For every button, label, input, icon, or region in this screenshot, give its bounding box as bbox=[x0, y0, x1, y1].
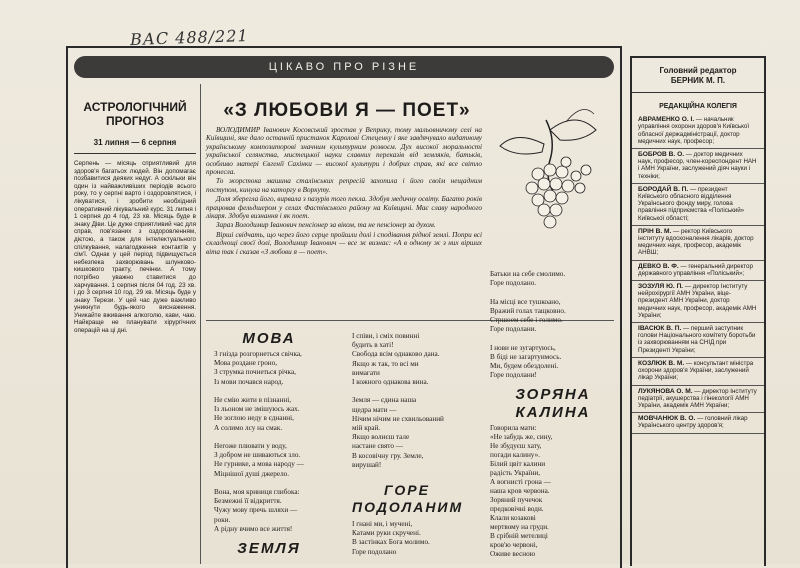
board-member-name: ПРІН В. М. bbox=[638, 227, 672, 235]
poem-line: Нічим нічим не схвильований bbox=[352, 414, 444, 423]
poem-line: «Не забудь же, сину, bbox=[490, 433, 553, 441]
column-divider bbox=[200, 84, 201, 564]
poem-title-gore: ГОРЕ ПОДОЛАНИМ bbox=[352, 482, 464, 515]
poem-line: мертвому на груди. bbox=[490, 523, 549, 531]
poem-line: Катами руки скручені. bbox=[352, 529, 421, 538]
poem-line: радість України, bbox=[490, 469, 541, 477]
board-member-role: — директор Інституту нейрохірургії АМН України, віце-президент АМН України, доктор медичних наук, професор, академік АМН України; bbox=[638, 283, 757, 319]
poem-line: вимагати bbox=[352, 368, 380, 377]
board-member-role: — президент Київського обласного відділення Українського фонду миру, голова правління підприємства «Поліський» Київської області; bbox=[638, 185, 745, 222]
poem-line: погади калину». bbox=[490, 451, 540, 459]
poem-line: будить в хаті! bbox=[352, 341, 394, 350]
poem-line: Батьки на себе смолимо. bbox=[490, 270, 566, 278]
poem-line: Мова роздане гроно, bbox=[214, 359, 278, 368]
poem-line bbox=[214, 433, 344, 442]
board-member-name: МОВЧАНЮК В. О. bbox=[638, 415, 696, 423]
poem-line: Горе подолани. bbox=[490, 325, 537, 334]
article-headline: «З ЛЮБОВИ Я — ПОЕТ» bbox=[223, 100, 471, 121]
poem-line: Не зоглою неду в єднанні, bbox=[214, 414, 294, 423]
poem-line: Горе подолано bbox=[352, 547, 397, 556]
poem-line: Не смію жити в пізнанні, bbox=[214, 396, 292, 405]
board-member-role: — консультант міністра охорони здоров'я України, заслужений лікар України; bbox=[638, 359, 754, 382]
poem-line: Безмежні її відкриття. bbox=[214, 497, 282, 506]
poem-line: Вражий голах тащковно. bbox=[490, 306, 566, 315]
editor-title bbox=[632, 66, 764, 86]
poem-line: Білий цвіт калини bbox=[490, 460, 546, 468]
board-member bbox=[632, 149, 764, 184]
board-title: РЕДАКЦІЙНА КОЛЕГІЯ bbox=[632, 92, 764, 110]
board-member-name: БОБРОВ В. О. bbox=[638, 151, 685, 159]
board-member-name: КОЗЛЮК В. М. bbox=[638, 359, 685, 367]
poem-line: А солимо лсу на смак. bbox=[214, 423, 283, 432]
lead-paragraph: ВОЛОДИМИР Іванович Косовський зростав у Веприку, тому мальовничому селі на Київщині, яке дало останній пристанок Каролові Стеценку і яке завдячувало видатному українському композиторові значним культурним розвоєм. Дух високої моральності української селянства, мистецької науки славних переказів від земляків, батьків, особливо матері Євгенії Сахінки — високої культури і добрих справ, які все світло пронесла. bbox=[206, 126, 482, 177]
lead-paragraph: То жорстока машина сталінських репресій захопила і його своїм нещадним поступом, кинула на каторгу в Воркуту. bbox=[206, 177, 482, 194]
board-member-role: — перший заступник голови Національного комітету боротьби із захворюванням на СНІД при Президенті України; bbox=[638, 325, 756, 354]
poem-line: Не гурнике, а мова народу — bbox=[214, 460, 304, 469]
poem-gore bbox=[352, 520, 482, 557]
board-member bbox=[632, 281, 764, 323]
editorial-board-column bbox=[630, 56, 766, 566]
article-lead bbox=[206, 126, 482, 257]
poem-line: Ми, будем обездолені. bbox=[490, 362, 559, 371]
poem-line: Негоже плювати у воду, bbox=[214, 442, 287, 451]
poem-line: І кожного однакова вина. bbox=[352, 378, 429, 387]
poem-line: Говорила мати: bbox=[490, 424, 537, 432]
poem-line: щедра мати — bbox=[352, 405, 397, 414]
board-member-role: — генеральний директор державного управління «Поліський»; bbox=[638, 262, 753, 277]
astrology-title: АСТРОЛОГІЧНИЙ ПРОГНОЗ bbox=[83, 100, 187, 128]
poem-line: І гнані ми, і мучені, bbox=[352, 520, 413, 528]
poem-title-kalyna: ЗОРЯНА КАЛИНА bbox=[515, 386, 591, 421]
lead-paragraph: Доля зберегла його, вирвала з пазурів того пекла. Здобув медичну освіту. Багато років працював фельдшером у селах Фастівського району на Київщині. Має славу народного лікаря. Здобув визнання і як поет. bbox=[206, 195, 482, 221]
board-member-name: БОРОДАЙ В. П. bbox=[638, 185, 689, 193]
editor-role-label: Головний редактор bbox=[659, 66, 737, 75]
astrology-column bbox=[74, 84, 196, 564]
poem-line: На місці все тушкоано, bbox=[490, 297, 561, 306]
poem-line: А вогнисті грона — bbox=[490, 478, 551, 486]
board-member-role: — начальник управління охорони здоров'я Київської обласної держадміністрації, доктор медичних наук, професор; bbox=[638, 116, 750, 145]
poem-line: Чужу мову пречь шляхи — bbox=[214, 506, 298, 515]
poem-line: предковічні води. bbox=[490, 505, 544, 513]
poem-line: А рідну вчимо все життя! bbox=[214, 524, 293, 533]
poem-line: роки. bbox=[214, 515, 231, 524]
board-member-name: ЗОЗУЛЯ Ю. П. bbox=[638, 283, 684, 291]
poem-line: Стршоем себе і голимо. bbox=[490, 316, 563, 325]
poem-line: кров'ю червоні, bbox=[490, 541, 538, 549]
board-member bbox=[632, 323, 764, 358]
board-member-name: АВРАМЕНКО О. І. bbox=[638, 116, 695, 124]
board-member-role: — директор Інституту педіатрії, акушерства і гінекології АМН України, академік АМН України; bbox=[638, 387, 757, 409]
poem-title-zemlya: ЗЕМЛЯ bbox=[237, 540, 301, 557]
poem-line: Земля — єдина наша bbox=[352, 396, 417, 405]
poem-line: наша кров червона. bbox=[490, 487, 550, 495]
poem-mova bbox=[214, 350, 344, 534]
board-member-name: ДЕВКО В. Ф. bbox=[638, 262, 679, 270]
poem-line: Не збудуєш хату, bbox=[490, 442, 542, 450]
poem-line: В біді не загартуимось. bbox=[490, 352, 562, 361]
board-member-role: — головний лікар Українського центру здоров'я; bbox=[638, 415, 748, 430]
poem-line: Із мови почався народ. bbox=[214, 377, 284, 386]
poem-line: В срібній метелиці bbox=[490, 532, 548, 540]
handwritten-archive-code: ВАС 488/221 bbox=[129, 25, 249, 50]
lead-paragraph: Вірші свідчать, що через його серце пройшли долі і сподівання рідної землі. Попри всі складнощі своєї долі, Володимир Іванович — все ж визнає: «А в одному ж з них вірших віта так і сказав «З любови я — поет». bbox=[206, 230, 482, 256]
poem-line: Вона, моя криниця глибока: bbox=[214, 488, 300, 497]
board-member bbox=[632, 184, 764, 226]
poem-line: Зоряний пучечок bbox=[490, 496, 543, 504]
poem-line: вирушай! bbox=[352, 460, 382, 469]
poem-column-3 bbox=[490, 270, 616, 380]
poem-line: І співи, і сміх повинні bbox=[352, 332, 420, 340]
board-member-role: — ректор Київського інституту вдосконалення лікарів, доктор медичних наук, професор, академік АНВШ; bbox=[638, 227, 754, 257]
board-member-name: ІВАСЮК В. П. bbox=[638, 325, 682, 333]
board-list bbox=[632, 114, 764, 433]
board-member bbox=[632, 261, 764, 281]
board-member bbox=[632, 413, 764, 433]
poem-line: Міцнішої душі джерело. bbox=[214, 469, 290, 478]
poem-line bbox=[490, 334, 616, 343]
board-member-role: — доктор медичних наук, професор, член-кореспондент НАН і АМН України, заслужений діяч науки і техніки; bbox=[638, 151, 757, 180]
poem-line: З добром не шиваються зло. bbox=[214, 451, 301, 460]
astrology-dates: 31 липня — 6 серпня bbox=[93, 138, 177, 147]
editor-name: БЕРНИК М. П. bbox=[670, 76, 726, 85]
poem-column-2 bbox=[352, 332, 482, 470]
poem-line: Горе подолано. bbox=[490, 279, 537, 288]
board-member bbox=[632, 358, 764, 386]
poem-line: Клали козакові bbox=[490, 514, 536, 522]
poem-line: Якщо ж так, то всі ми bbox=[352, 359, 419, 368]
board-member bbox=[632, 386, 764, 414]
poem-line bbox=[214, 387, 344, 396]
poem-line bbox=[490, 288, 616, 297]
poem-line: І нови не зугартуюсь, bbox=[490, 343, 556, 352]
poem-title-mova: МОВА bbox=[242, 330, 296, 347]
poem-line: Горе подолани! bbox=[490, 371, 537, 380]
poem-line bbox=[352, 387, 482, 396]
poem-line: Свобода всім однаково дана. bbox=[352, 350, 440, 359]
poem-line: В косовічну гру. Земле, bbox=[352, 451, 424, 460]
poem-line: Якщо волиєш тале bbox=[352, 433, 410, 442]
board-member-name: ЛУКЯНОВА О. М. bbox=[638, 387, 693, 395]
poem-line: настане свято — bbox=[352, 442, 403, 451]
section-banner: ЦІКАВО ПРО РІЗНЕ bbox=[74, 56, 614, 78]
poem-kalyna bbox=[490, 424, 616, 559]
poem-line: Оживе весною bbox=[490, 550, 536, 558]
poem-line: З струмка почнеться річка, bbox=[214, 368, 296, 377]
board-member bbox=[632, 226, 764, 261]
poem-line: Із льоном не змішуюсь жах. bbox=[214, 405, 300, 414]
grape-vine-illustration bbox=[486, 100, 612, 260]
poem-line bbox=[214, 479, 344, 488]
board-member bbox=[632, 114, 764, 149]
poem-line: З гнізда розгорнеться свічка, bbox=[214, 350, 302, 358]
poem-line: В застінках Бога молимо. bbox=[352, 538, 430, 547]
poem-line: мій край. bbox=[352, 424, 381, 433]
lead-paragraph: Зараз Володимир Іванович пенсіонер за віком, та не пенсіонер за духом. bbox=[216, 221, 436, 230]
astrology-text: Серпень — місяць сприятливий для здоров'я багатьох людей. Він допомагає позбавитися деяких недуг. А оскільки він один із найважливіших періодів всього року, то у серпні варто і оздоровлятися, і лікуватися, і зробити необхідний оперативний лікувальний курс. 31 липня і 1 серпня до 4 год. 23 хв. Місяць буде в знаку Діви. Це дуже сприятливий час для справ, пов'язаних з оздоровленням, дієтою, а також для інтелектуального спілкування, налагодження контактів у сім'ї. Однак у цей період підвищується небезпека захворювань шлунково-кишкового тракту, печінки. А тому потрібно уважно ставитися до харчування. 1 серпня після 04 год. 23 хв. і до 3 серпня 10 год. 29 хв. Місяць буде у знаку Терези. У цей час дуже важливо уникнути будь-якого виснаження. Уникайте вживання алкоголю, кави, чаю. Найкраще не планувати хірургічних операцій на ці дні. bbox=[74, 153, 196, 335]
